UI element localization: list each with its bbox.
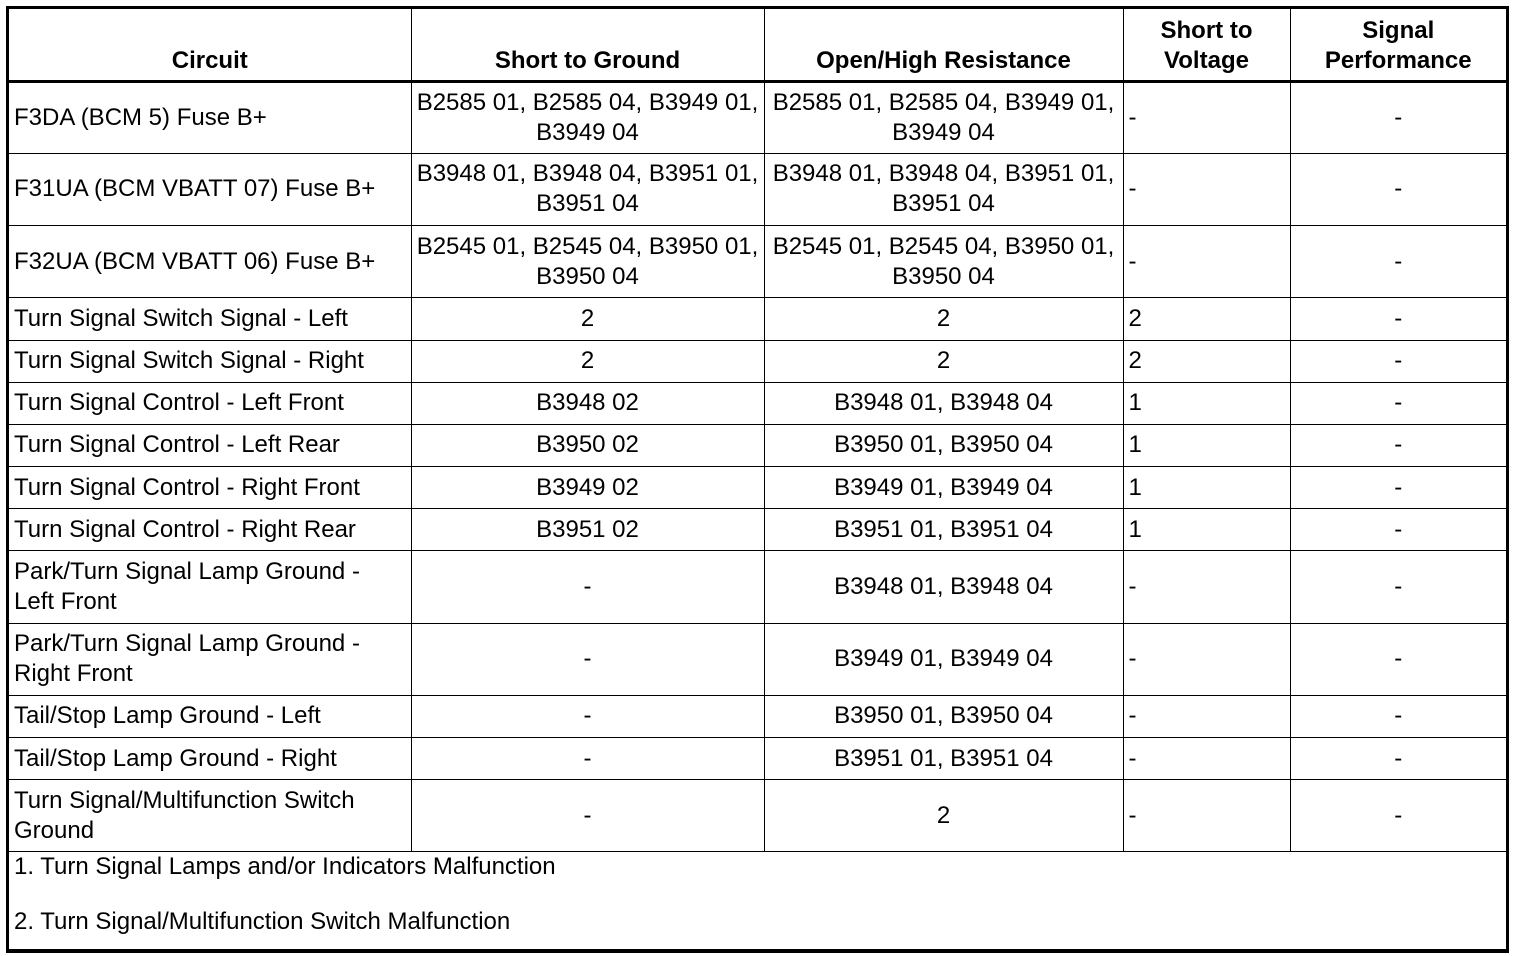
cell-short-to-voltage: - <box>1123 551 1290 623</box>
cell-short-to-voltage: 2 <box>1123 298 1290 340</box>
cell-circuit: Park/Turn Signal Lamp Ground - Right Front <box>9 623 411 695</box>
cell-signal-performance: - <box>1290 509 1506 551</box>
cell-signal-performance: - <box>1290 551 1506 623</box>
cell-open-high-resistance: 2 <box>764 340 1123 382</box>
table-row <box>9 153 1506 225</box>
cell-circuit: F32UA (BCM VBATT 06) Fuse B+ <box>9 226 411 298</box>
cell-short-to-ground: B2545 01, B2545 04, B3950 01, B3950 04 <box>411 226 764 298</box>
cell-short-to-voltage: 1 <box>1123 424 1290 466</box>
cell-circuit: Tail/Stop Lamp Ground - Right <box>9 738 411 780</box>
table-row <box>9 424 1506 466</box>
note-spacer <box>14 882 1501 907</box>
cell-short-to-ground: - <box>411 695 764 737</box>
note-2: 2. Turn Signal/Multifunction Switch Malfunction <box>14 908 511 936</box>
cell-signal-performance: - <box>1290 340 1506 382</box>
cell-short-to-voltage: - <box>1123 153 1290 225</box>
cell-signal-performance: - <box>1290 153 1506 225</box>
cell-circuit: Turn Signal/Multifunction Switch Ground <box>9 780 411 852</box>
note-1: 1. Turn Signal Lamps and/or Indicators Malfunction <box>14 853 556 881</box>
cell-open-high-resistance: B3950 01, B3950 04 <box>764 424 1123 466</box>
cell-open-high-resistance: 2 <box>764 780 1123 852</box>
table-row <box>9 551 1506 623</box>
cell-circuit: Park/Turn Signal Lamp Ground - Left Front <box>9 551 411 623</box>
cell-short-to-ground: - <box>411 780 764 852</box>
table-row <box>9 226 1506 298</box>
cell-short-to-ground: B2585 01, B2585 04, B3949 01, B3949 04 <box>411 81 764 153</box>
cell-open-high-resistance: B2545 01, B2545 04, B3950 01, B3950 04 <box>764 226 1123 298</box>
cell-circuit: Turn Signal Switch Signal - Right <box>9 340 411 382</box>
cell-signal-performance: - <box>1290 424 1506 466</box>
table-row <box>9 466 1506 508</box>
header-circuit: Circuit <box>9 9 411 81</box>
cell-circuit: Turn Signal Control - Left Rear <box>9 424 411 466</box>
cell-signal-performance: - <box>1290 298 1506 340</box>
cell-short-to-ground: 2 <box>411 340 764 382</box>
table-row <box>9 780 1506 852</box>
cell-circuit: Turn Signal Control - Right Front <box>9 466 411 508</box>
cell-open-high-resistance: B2585 01, B2585 04, B3949 01, B3949 04 <box>764 81 1123 153</box>
cell-signal-performance: - <box>1290 623 1506 695</box>
cell-circuit: F3DA (BCM 5) Fuse B+ <box>9 81 411 153</box>
cell-short-to-voltage: - <box>1123 623 1290 695</box>
circuit-fault-table <box>9 9 1506 950</box>
cell-short-to-ground: B3948 01, B3948 04, B3951 01, B3951 04 <box>411 153 764 225</box>
cell-short-to-voltage: - <box>1123 81 1290 153</box>
cell-short-to-ground: B3950 02 <box>411 424 764 466</box>
table-row <box>9 738 1506 780</box>
cell-circuit: F31UA (BCM VBATT 07) Fuse B+ <box>9 153 411 225</box>
cell-short-to-ground: B3951 02 <box>411 509 764 551</box>
cell-open-high-resistance: B3948 01, B3948 04 <box>764 551 1123 623</box>
cell-signal-performance: - <box>1290 81 1506 153</box>
cell-short-to-ground: - <box>411 551 764 623</box>
table-row <box>9 81 1506 153</box>
header-row <box>9 9 1506 81</box>
cell-short-to-ground: B3949 02 <box>411 466 764 508</box>
table-row <box>9 340 1506 382</box>
cell-short-to-ground: - <box>411 623 764 695</box>
cell-signal-performance: - <box>1290 382 1506 424</box>
cell-open-high-resistance: B3949 01, B3949 04 <box>764 623 1123 695</box>
cell-circuit: Turn Signal Control - Left Front <box>9 382 411 424</box>
cell-signal-performance: - <box>1290 466 1506 508</box>
table-row <box>9 623 1506 695</box>
cell-open-high-resistance: B3951 01, B3951 04 <box>764 738 1123 780</box>
table-row <box>9 298 1506 340</box>
cell-open-high-resistance: B3948 01, B3948 04 <box>764 382 1123 424</box>
cell-open-high-resistance: B3951 01, B3951 04 <box>764 509 1123 551</box>
cell-short-to-voltage: 2 <box>1123 340 1290 382</box>
cell-signal-performance: - <box>1290 695 1506 737</box>
cell-circuit: Turn Signal Control - Right Rear <box>9 509 411 551</box>
cell-open-high-resistance: 2 <box>764 298 1123 340</box>
cell-circuit: Tail/Stop Lamp Ground - Left <box>9 695 411 737</box>
header-short-to-ground: Short to Ground <box>411 9 764 81</box>
cell-short-to-voltage: 1 <box>1123 466 1290 508</box>
cell-circuit: Turn Signal Switch Signal - Left <box>9 298 411 340</box>
cell-short-to-voltage: 1 <box>1123 509 1290 551</box>
cell-signal-performance: - <box>1290 780 1506 852</box>
table-row <box>9 695 1506 737</box>
header-short-to-voltage: Short to Voltage <box>1123 9 1290 81</box>
cell-open-high-resistance: B3949 01, B3949 04 <box>764 466 1123 508</box>
cell-short-to-voltage: 1 <box>1123 382 1290 424</box>
table-row <box>9 382 1506 424</box>
table-row <box>9 509 1506 551</box>
cell-open-high-resistance: B3948 01, B3948 04, B3951 01, B3951 04 <box>764 153 1123 225</box>
notes-row <box>9 852 1506 950</box>
header-signal-performance: Signal Performance <box>1290 9 1506 81</box>
cell-short-to-voltage: - <box>1123 738 1290 780</box>
cell-open-high-resistance: B3950 01, B3950 04 <box>764 695 1123 737</box>
header-open-high-resistance: Open/High Resistance <box>764 9 1123 81</box>
dtc-table-frame <box>6 6 1509 953</box>
cell-short-to-ground: 2 <box>411 298 764 340</box>
cell-short-to-voltage: - <box>1123 780 1290 852</box>
cell-short-to-voltage: - <box>1123 226 1290 298</box>
cell-signal-performance: - <box>1290 738 1506 780</box>
cell-signal-performance: - <box>1290 226 1506 298</box>
cell-short-to-voltage: - <box>1123 695 1290 737</box>
cell-short-to-ground: B3948 02 <box>411 382 764 424</box>
cell-short-to-ground: - <box>411 738 764 780</box>
notes-cell <box>9 852 1506 950</box>
